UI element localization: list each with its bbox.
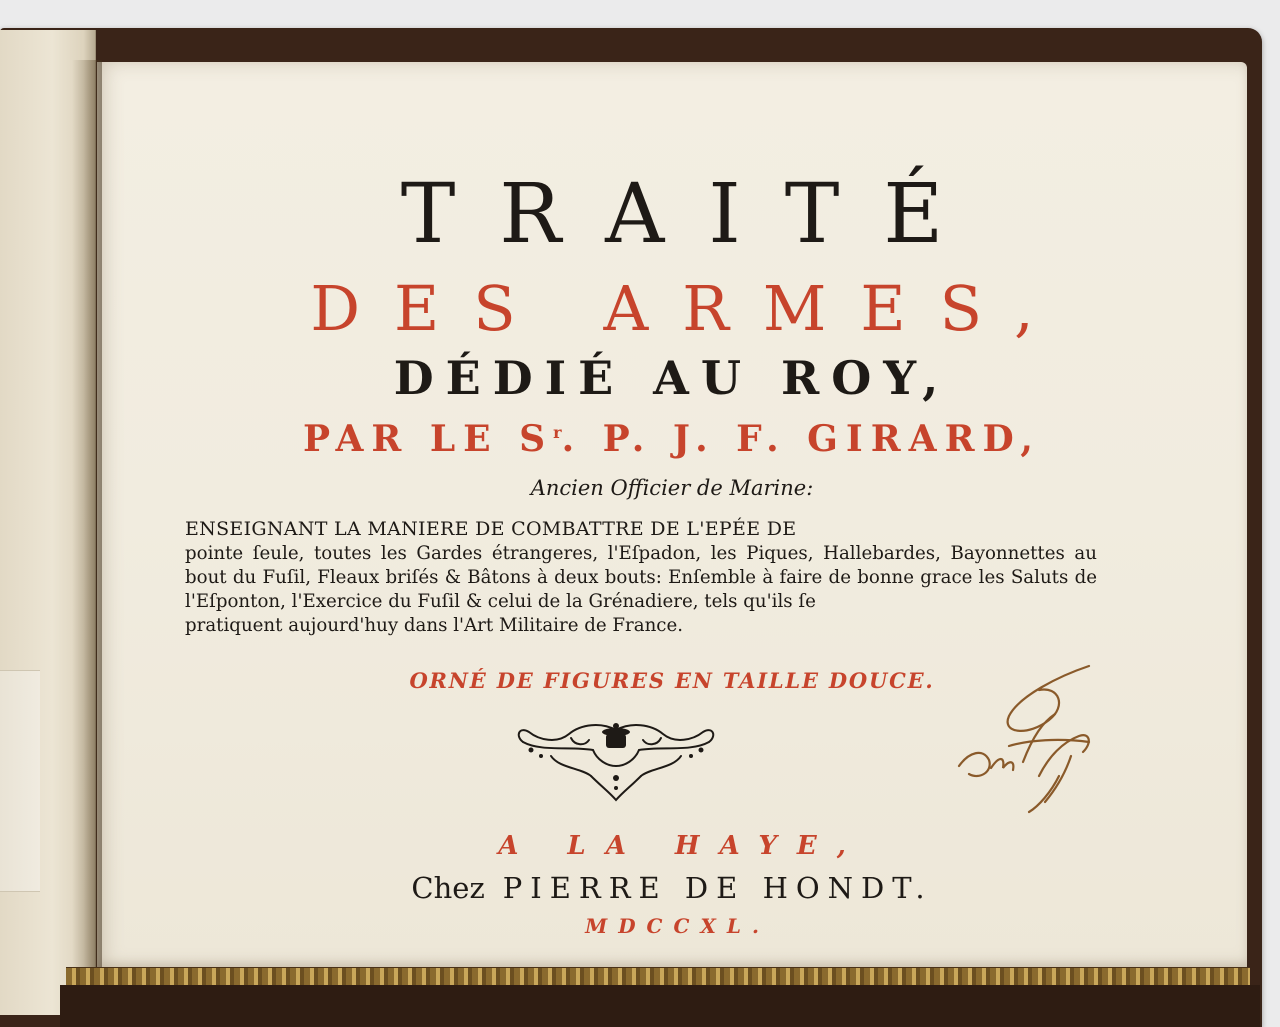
imprint-printer-line <box>97 870 1247 906</box>
gilt-border <box>66 967 1250 986</box>
illustrations-note: ORNÉ DE FIGURES EN TAILLE DOUCE. <box>409 668 935 693</box>
description-lead: ENSEIGNANT LA MANIERE DE COMBATTRE DE L'EPÉE DE <box>185 518 797 540</box>
handwritten-signature <box>939 656 1109 816</box>
left-page-label-strip <box>0 670 40 892</box>
author-line <box>97 412 1247 460</box>
description-paragraph <box>185 517 1097 638</box>
title-traite: TRAITÉ <box>400 167 988 262</box>
title-page-text <box>97 62 1247 967</box>
author-prefix: PAR LE S <box>303 418 554 460</box>
dedication-line: DÉDIÉ AU ROY, <box>393 351 951 405</box>
title-des-armes: DES ARMES, <box>310 272 1068 345</box>
imprint-place: A LA HAYE, <box>498 831 866 861</box>
printer-ornament-vignette <box>511 716 721 804</box>
cover-bottom <box>60 985 1260 1027</box>
imprint-year: MDCCXL. <box>585 914 770 938</box>
author-rank: Ancien Officier de Marine: <box>530 476 814 500</box>
imprint-printer: PIERRE DE HONDT. <box>502 871 933 905</box>
author-name: . P. J. F. GIRARD, <box>561 418 1041 460</box>
description-body: pointe ſeule, toutes les Gardes étrangeres, l'Eſpadon, les Piques, Hallebardes, Bayonnettes au bout du Fuſil, Fleaux briſés & Bâtons à deux bouts: Enſemble à faire de bonne grace les Saluts de l'Eſponton, l'Exercice du Fuſil & celui de la Grénadiere, tels qu'ils ſe <box>185 543 1097 612</box>
author-superscript: r <box>553 423 562 442</box>
imprint-chez: Chez <box>411 871 485 905</box>
description-last-line: pratiquent aujourd'huy dans l'Art Militaire de France. <box>185 615 684 636</box>
